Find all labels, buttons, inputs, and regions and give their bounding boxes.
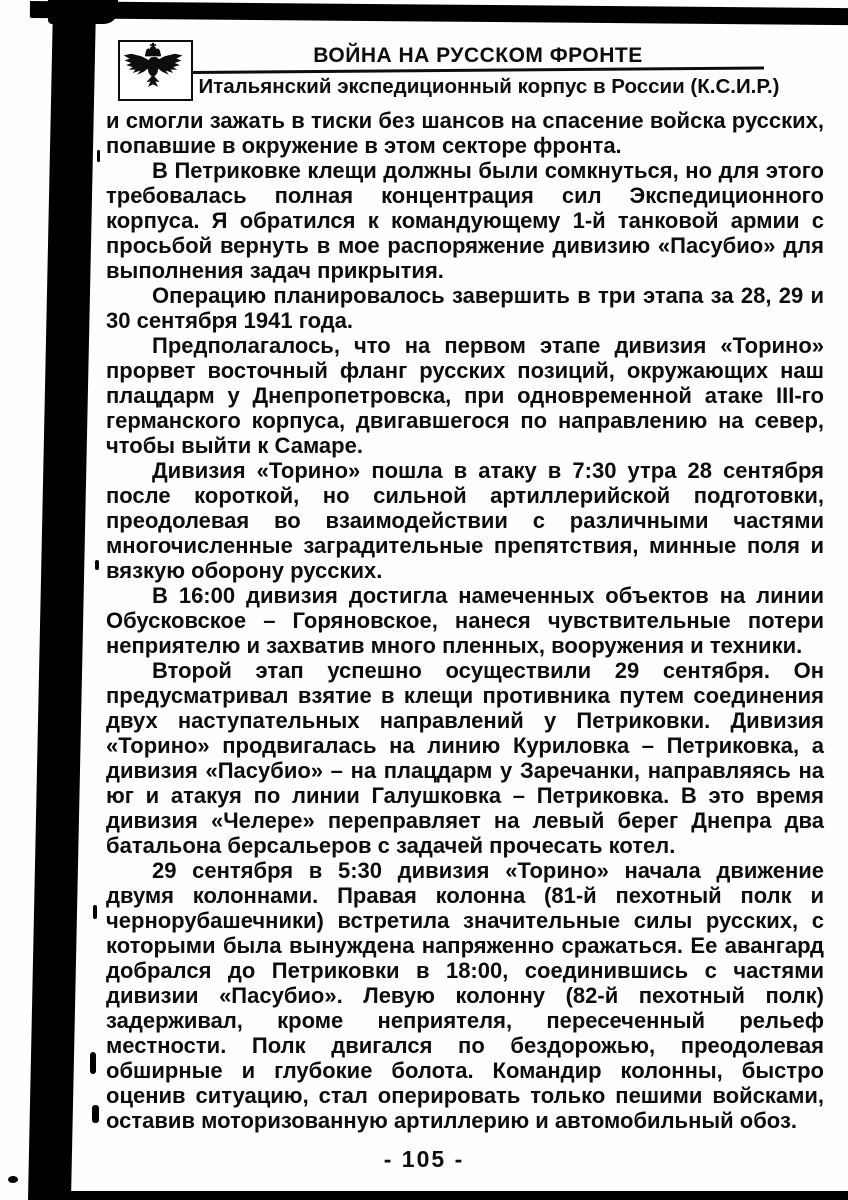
scan-artifact-binding-bar <box>28 6 96 1200</box>
scan-speck <box>90 1052 96 1074</box>
scan-speck <box>95 560 99 570</box>
scan-artifact-bottom-edge <box>52 1191 848 1200</box>
paragraph: Дивизия «Торино» пошла в атаку в 7:30 утра 28 сентября после короткой, но сильной артиллерийской подготовки, преодолевая во взаимодействии с различными частями многочисленные заградительные препятствия, минные поля и вязкую оборону русских. <box>106 458 824 583</box>
scan-speck <box>8 1176 18 1183</box>
running-head <box>192 44 764 68</box>
paragraph: Предполагалось, что на первом этапе дивизия «Торино» прорвет восточный фланг русских позиций, окружающих наш плацдарм у Днепропетровска, при одновременной атаке III-го германского корпуса, двигавшегося по направлению на север, чтобы выйти к Самаре. <box>106 333 824 458</box>
scan-artifact-top-edge <box>30 1 848 25</box>
paragraph: и смогли зажать в тиски без шансов на спасение войска русских, попавшие в окружение в этом секторе фронта. <box>106 108 824 158</box>
emblem-box <box>118 40 193 101</box>
paragraph: В Петриковке клещи должны были сомкнуться, но для этого требовалась полная концентрация сил Экспедиционного корпуса. Я обратился к командующему 1-й танковой армии с просьбой вернуть в мое распоряжение дивизию «Пасубио» для выполнения задач прикрытия. <box>106 158 824 283</box>
scan-speck <box>93 905 97 919</box>
paragraph: Второй этап успешно осуществили 29 сентября. Он предусматривал взятие в клещи противника путем соединения двух наступательных направлений у Петриковки. Дивизия «Торино» продвигалась на линию Куриловка – Петриковка, а дивизия «Пасубио» – на плацдарм у Заречанки, направляясь на юг и атакуя по линии Галушковка – Петриковка. В это время дивизия «Челере» переправляет на левый берег Днепра два батальона берсальеров с задачей прочесать котел. <box>106 658 824 858</box>
page-number: - 105 - <box>383 1146 465 1172</box>
scan-artifact-binding-cap <box>48 0 118 24</box>
book-subtitle: Итальянский экспедиционный корпус в России (К.С.И.Р.) <box>198 75 780 98</box>
scan-speck <box>92 1105 99 1123</box>
page-footer <box>0 1146 848 1173</box>
paragraph: В 16:00 дивизия достигла намеченных объектов на линии Обусковское – Горяновское, нанеся чувствительные потери неприятелю и захватив много пленных, вооружения и техники. <box>106 583 824 658</box>
paragraph: 29 сентября в 5:30 дивизия «Торино» начала движение двумя колоннами. Правая колонна (81-й пехотный полк и чернорубашечники) встретила значительные силы русских, с которыми была вынуждена напряженно сражаться. Ее авангард добрался до Петриковки в 18:00, соединившись с частями дивизии «Пасубио». Левую колонну (82-й пехотный полк) задерживал, кроме неприятеля, пересеченный рельеф местности. Полк двигался по бездорожью, преодолевая обширные и глубокие болота. Командир колонны, быстро оценив ситуацию, стал оперировать только пешими войсками, оставив моторизованную артиллерию и автомобильный обоз. <box>106 858 824 1133</box>
paragraph: Операцию планировалось завершить в три этапа за 28, 29 и 30 сентября 1941 года. <box>106 283 824 333</box>
crowned-eagle-icon <box>120 42 186 94</box>
scan-speck <box>97 150 100 162</box>
book-title: ВОЙНА НА РУССКОМ ФРОНТЕ <box>313 44 643 67</box>
page-body <box>106 108 824 1133</box>
scan-speck <box>30 1180 37 1185</box>
